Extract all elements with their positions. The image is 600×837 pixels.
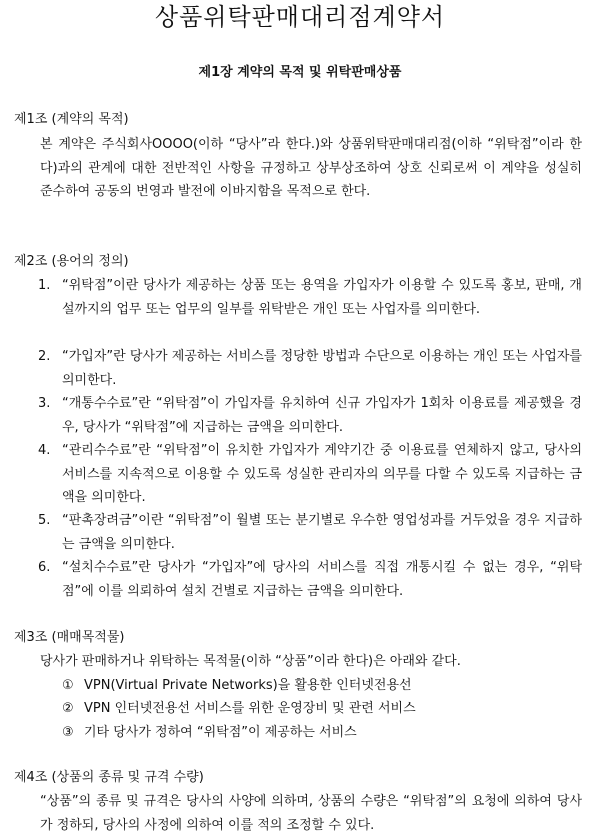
definition-item-5 <box>38 509 582 556</box>
goods-text: VPN 인터넷전용선 서비스를 위한 운영장비 및 관련 서비스 <box>84 701 416 716</box>
list-number: 4. <box>38 443 51 458</box>
chapter-title: 제1장 계약의 목적 및 위탁판매상품 <box>198 65 402 80</box>
list-number: 3. <box>38 396 51 411</box>
definition-item-1 <box>38 274 582 321</box>
definition-text: “설치수수료”란 당사가 “가입자”에 당사의 서비스를 직접 개통시킬 수 없는 경우, “위탁점”에 이를 의뢰하여 설치 건별로 지급하는 금액을 의미한다. <box>62 560 582 599</box>
article-1-body: 본 계약은 주식회사OOOO(이하 “당사”라 한다.)와 상품위탁판매대리점(이하 “위탁점”이라 한다)과의 관계에 대한 전반적인 사항을 규정하고 상부상조하여 상호 신뢰로써 이 계약을 성실히 준수하여 공동의 번영과 발전에 이바지함을 목적으로 한다. <box>40 137 582 199</box>
document-title: 상품위탁판매대리점계약서 <box>154 3 446 31</box>
article-4-heading: 제4조 (상품의 종류 및 규격 수량) <box>14 770 204 785</box>
list-number: 5. <box>38 513 51 528</box>
article-3-heading: 제3조 (매매목적물) <box>14 630 125 645</box>
definition-text: “관리수수료”란 “위탁점”이 유치한 가입자가 계약기간 중 이용료를 연체하지 않고, 당사의 서비스를 지속적으로 이용할 수 있도록 성실한 관리자의 의무를 다할 수 있도록 지급하는 금액을 의미한다. <box>62 443 582 505</box>
list-number: 2. <box>38 349 51 364</box>
article-2-heading: 제2조 (용어의 정의) <box>14 254 129 269</box>
circled-number: ③ <box>62 725 74 740</box>
definition-item-3 <box>38 392 582 439</box>
definition-item-6 <box>38 556 582 603</box>
goods-item-3 <box>62 721 357 745</box>
article-1-heading: 제1조 (계약의 목적) <box>14 112 129 127</box>
list-number: 1. <box>38 278 51 293</box>
circled-number: ② <box>62 701 74 716</box>
definition-text: “판촉장려금”이란 “위탁점”이 월별 또는 분기별로 우수한 영업성과를 거두었을 경우 지급하는 금액을 의미한다. <box>62 513 582 552</box>
list-number: 6. <box>38 560 51 575</box>
definition-text: “위탁점”이란 당사가 제공하는 상품 또는 용역을 가입자가 이용할 수 있도록 홍보, 판매, 개설까지의 업무 또는 업무의 일부를 위탁받은 개인 또는 사업자를 의미한다. <box>62 278 582 317</box>
definition-item-4 <box>38 439 582 510</box>
goods-text: 기타 당사가 정하여 “위탁점”이 제공하는 서비스 <box>84 725 357 740</box>
goods-item-1 <box>62 674 412 698</box>
definition-text: “개통수수료”란 “위탁점”이 가입자를 유치하여 신규 가입자가 1회차 이용료를 제공했을 경우, 당사가 “위탁점”에 지급하는 금액을 의미한다. <box>62 396 582 435</box>
article-4-body: “상품”의 종류 및 규격은 당사의 사양에 의하며, 상품의 수량은 “위탁점”의 요청에 의하여 당사가 정하되, 당사의 사정에 의하여 이를 적의 조정할 수 있다. <box>40 794 582 833</box>
goods-text: VPN(Virtual Private Networks)을 활용한 인터넷전용선 <box>84 678 412 693</box>
definition-item-2 <box>38 345 582 392</box>
circled-number: ① <box>62 678 74 693</box>
article-3-body: 당사가 판매하거나 위탁하는 목적물(이하 “상품”이라 한다)은 아래와 같다. <box>40 654 461 669</box>
definition-text: “가입자”란 당사가 제공하는 서비스를 정당한 방법과 수단으로 이용하는 개인 또는 사업자를 의미한다. <box>62 349 582 388</box>
goods-item-2 <box>62 697 416 721</box>
